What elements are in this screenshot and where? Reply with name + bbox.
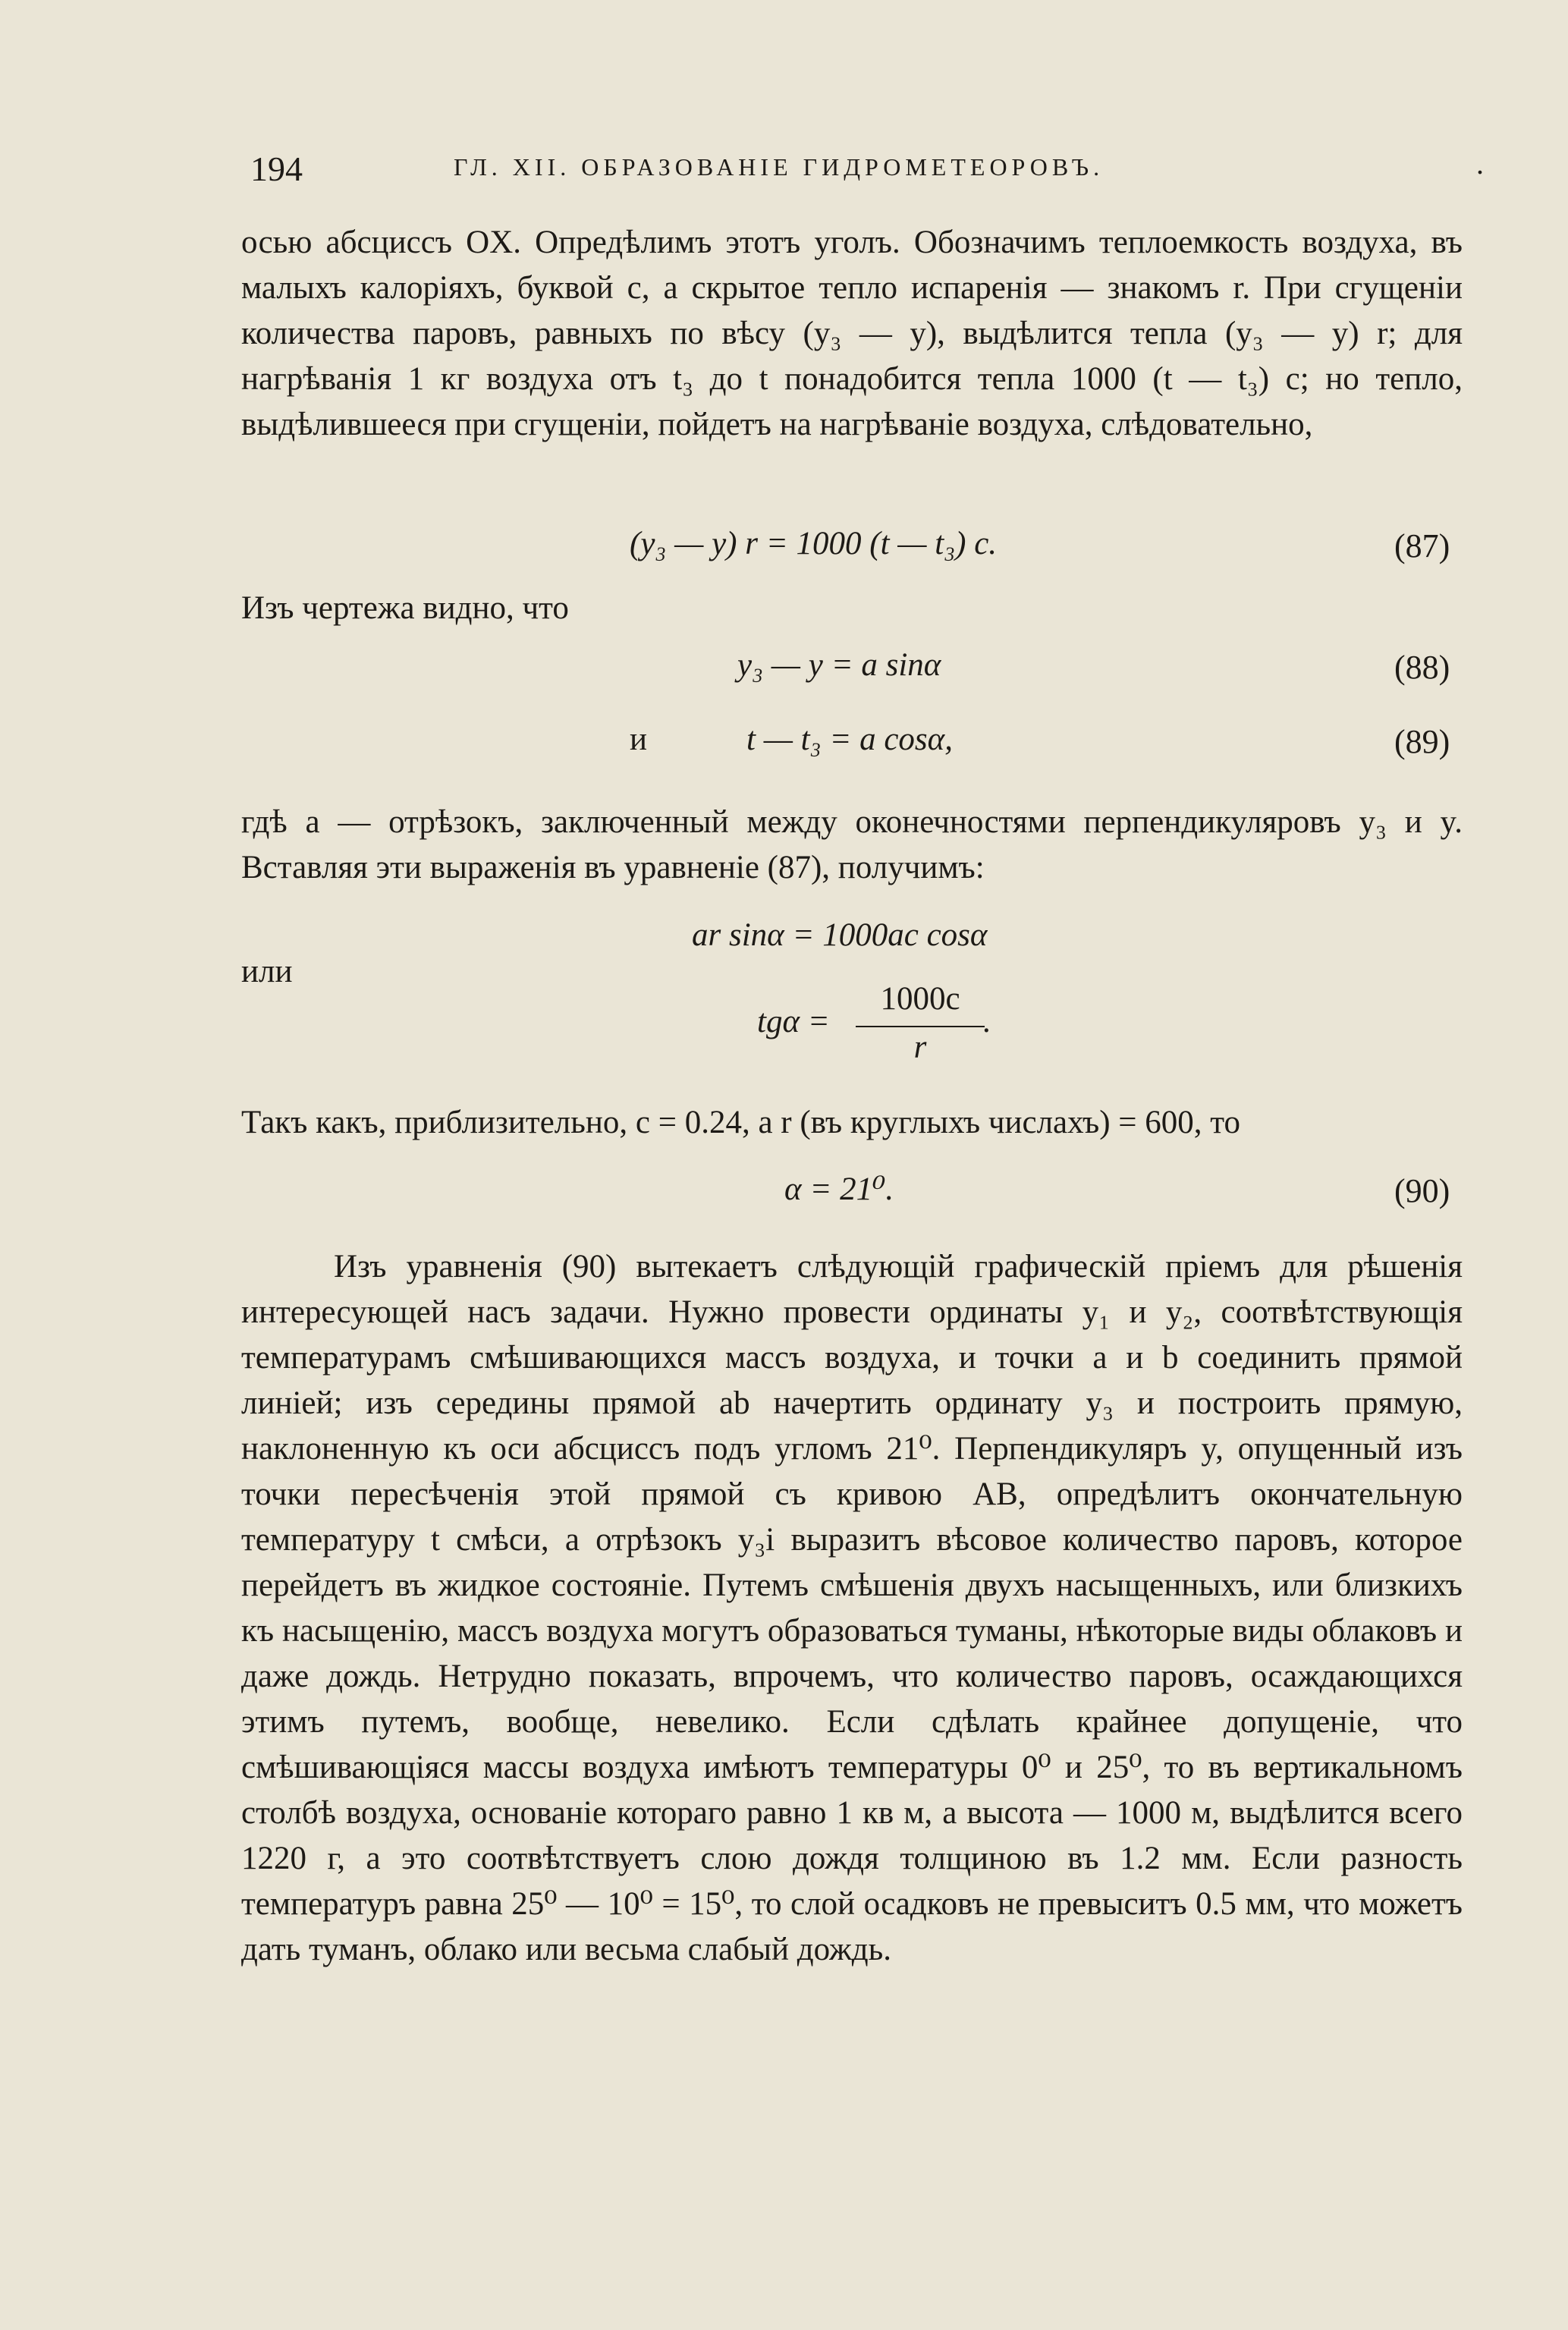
running-title: ГЛ. XII. ОБРАЗОВАНІЕ ГИДРОМЕТЕОРОВЪ. — [454, 153, 1105, 181]
page-number: 194 — [250, 149, 303, 188]
equation-number-90: (90) — [1394, 1172, 1450, 1209]
page-header — [250, 146, 1484, 194]
fraction-bar — [856, 1026, 985, 1027]
equation-number-87: (87) — [1394, 527, 1450, 564]
paragraph-text: Такъ какъ, приблизительно, c = 0.24, а r (въ круглыхъ числахъ) = 600, то — [241, 1105, 1241, 1140]
equation-89: t — t₃ = a cosα, — [746, 722, 953, 757]
line-from-drawing — [241, 586, 1463, 631]
equation-90: α = 21⁰. — [784, 1171, 894, 1207]
equation-87: (y₃ — y) r = 1000 (t — t₃) c. — [630, 526, 998, 561]
paragraph-1 — [241, 220, 1463, 448]
paragraph-text: осью абсциссъ OX. Опредѣлимъ этотъ уголъ. Обозначимъ теплоемкость воздуха, въ малыхъ калоріяхъ, буквой c, а скрытое тепло испаренія — знакомъ r. При сгущеніи количества паровъ, равныхъ по вѣсу (y₃ — y), выдѣлится тепла (y₃ — y) r; для нагрѣванія 1 кг воздуха отъ t₃ до t понадобится тепла 1000 (t — t₃) c; но тепло, выдѣлившееся при сгущеніи, пойдетъ на нагрѣваніе воздуха, слѣдовательно, — [241, 225, 1463, 442]
equation-number-89: (89) — [1394, 723, 1450, 760]
paragraph-text: Изъ чертежа видно, что — [241, 590, 569, 626]
paragraph-3 — [241, 1100, 1463, 1146]
equation-number-88: (88) — [1394, 649, 1450, 686]
word-or: или — [241, 954, 293, 989]
paragraph-2 — [241, 800, 1463, 891]
equation-ar: ar sinα = 1000ac cosα — [692, 917, 988, 953]
equation-88: y₃ — y = a sinα — [737, 647, 941, 683]
paragraph-text: гдѣ a — отрѣзокъ, заключенный между оконечностями перпендикуляровъ y₃ и y. Вставляя эти выраженія въ уравненіе (87), получимъ: — [241, 804, 1463, 885]
fraction — [856, 980, 992, 1079]
paragraph-4 — [241, 1244, 1463, 1973]
conjunction-and: и — [630, 722, 648, 757]
equation-tg-lhs: tgα = — [757, 1004, 830, 1039]
fraction-numerator: 1000c — [880, 981, 960, 1017]
header-mark: . — [1476, 146, 1484, 181]
fraction-denominator: r — [913, 1030, 927, 1065]
paragraph-text: Изъ уравненія (90) вытекаетъ слѣдующій графическій пріемъ для рѣшенія интересующей насъ задачи. Нужно провести ординаты y₁ и y₂, соотвѣтствующія температурамъ смѣшивающихся массъ воздуха, и точки a и b соединить прямой линіей; изъ середины прямой ab начертить ординату y₃ и построить прямую, наклоненную къ оси абсциссъ подъ угломъ 21⁰. Перпендикуляръ y, опущенный изъ точки пересѣченія этой прямой съ кривою AB, опредѣлитъ окончательную температуру t смѣси, а отрѣзокъ y₃i выразитъ вѣсовое количество паровъ, которое перейдетъ въ жидкое состояніе. Путемъ смѣшенія двухъ насыщенныхъ, или близкихъ къ насыщенію, массъ воздуха могутъ образоваться туманы, нѣкоторые виды облаковъ и даже дождь. Нетрудно показать, впрочемъ, что количество паровъ, осаждающихся этимъ путемъ, вообще, невелико. Если сдѣлать крайнее допущеніе, что смѣшивающіяся массы воздуха имѣютъ температуры 0⁰ и 25⁰, то въ вертикальномъ столбѣ воздуха, основаніе котораго равно 1 кв м, а высота — 1000 м, выдѣлится всего 1220 г, а это соотвѣтствуетъ слою дождя толщиною въ 1.2 мм. Если разность температуръ равна 25⁰ — 10⁰ = 15⁰, то слой осадковъ не превыситъ 0.5 мм, что можетъ дать туманъ, облако или весьма слабый дождь. — [241, 1249, 1463, 1967]
equation-tg-end: . — [983, 1004, 991, 1039]
